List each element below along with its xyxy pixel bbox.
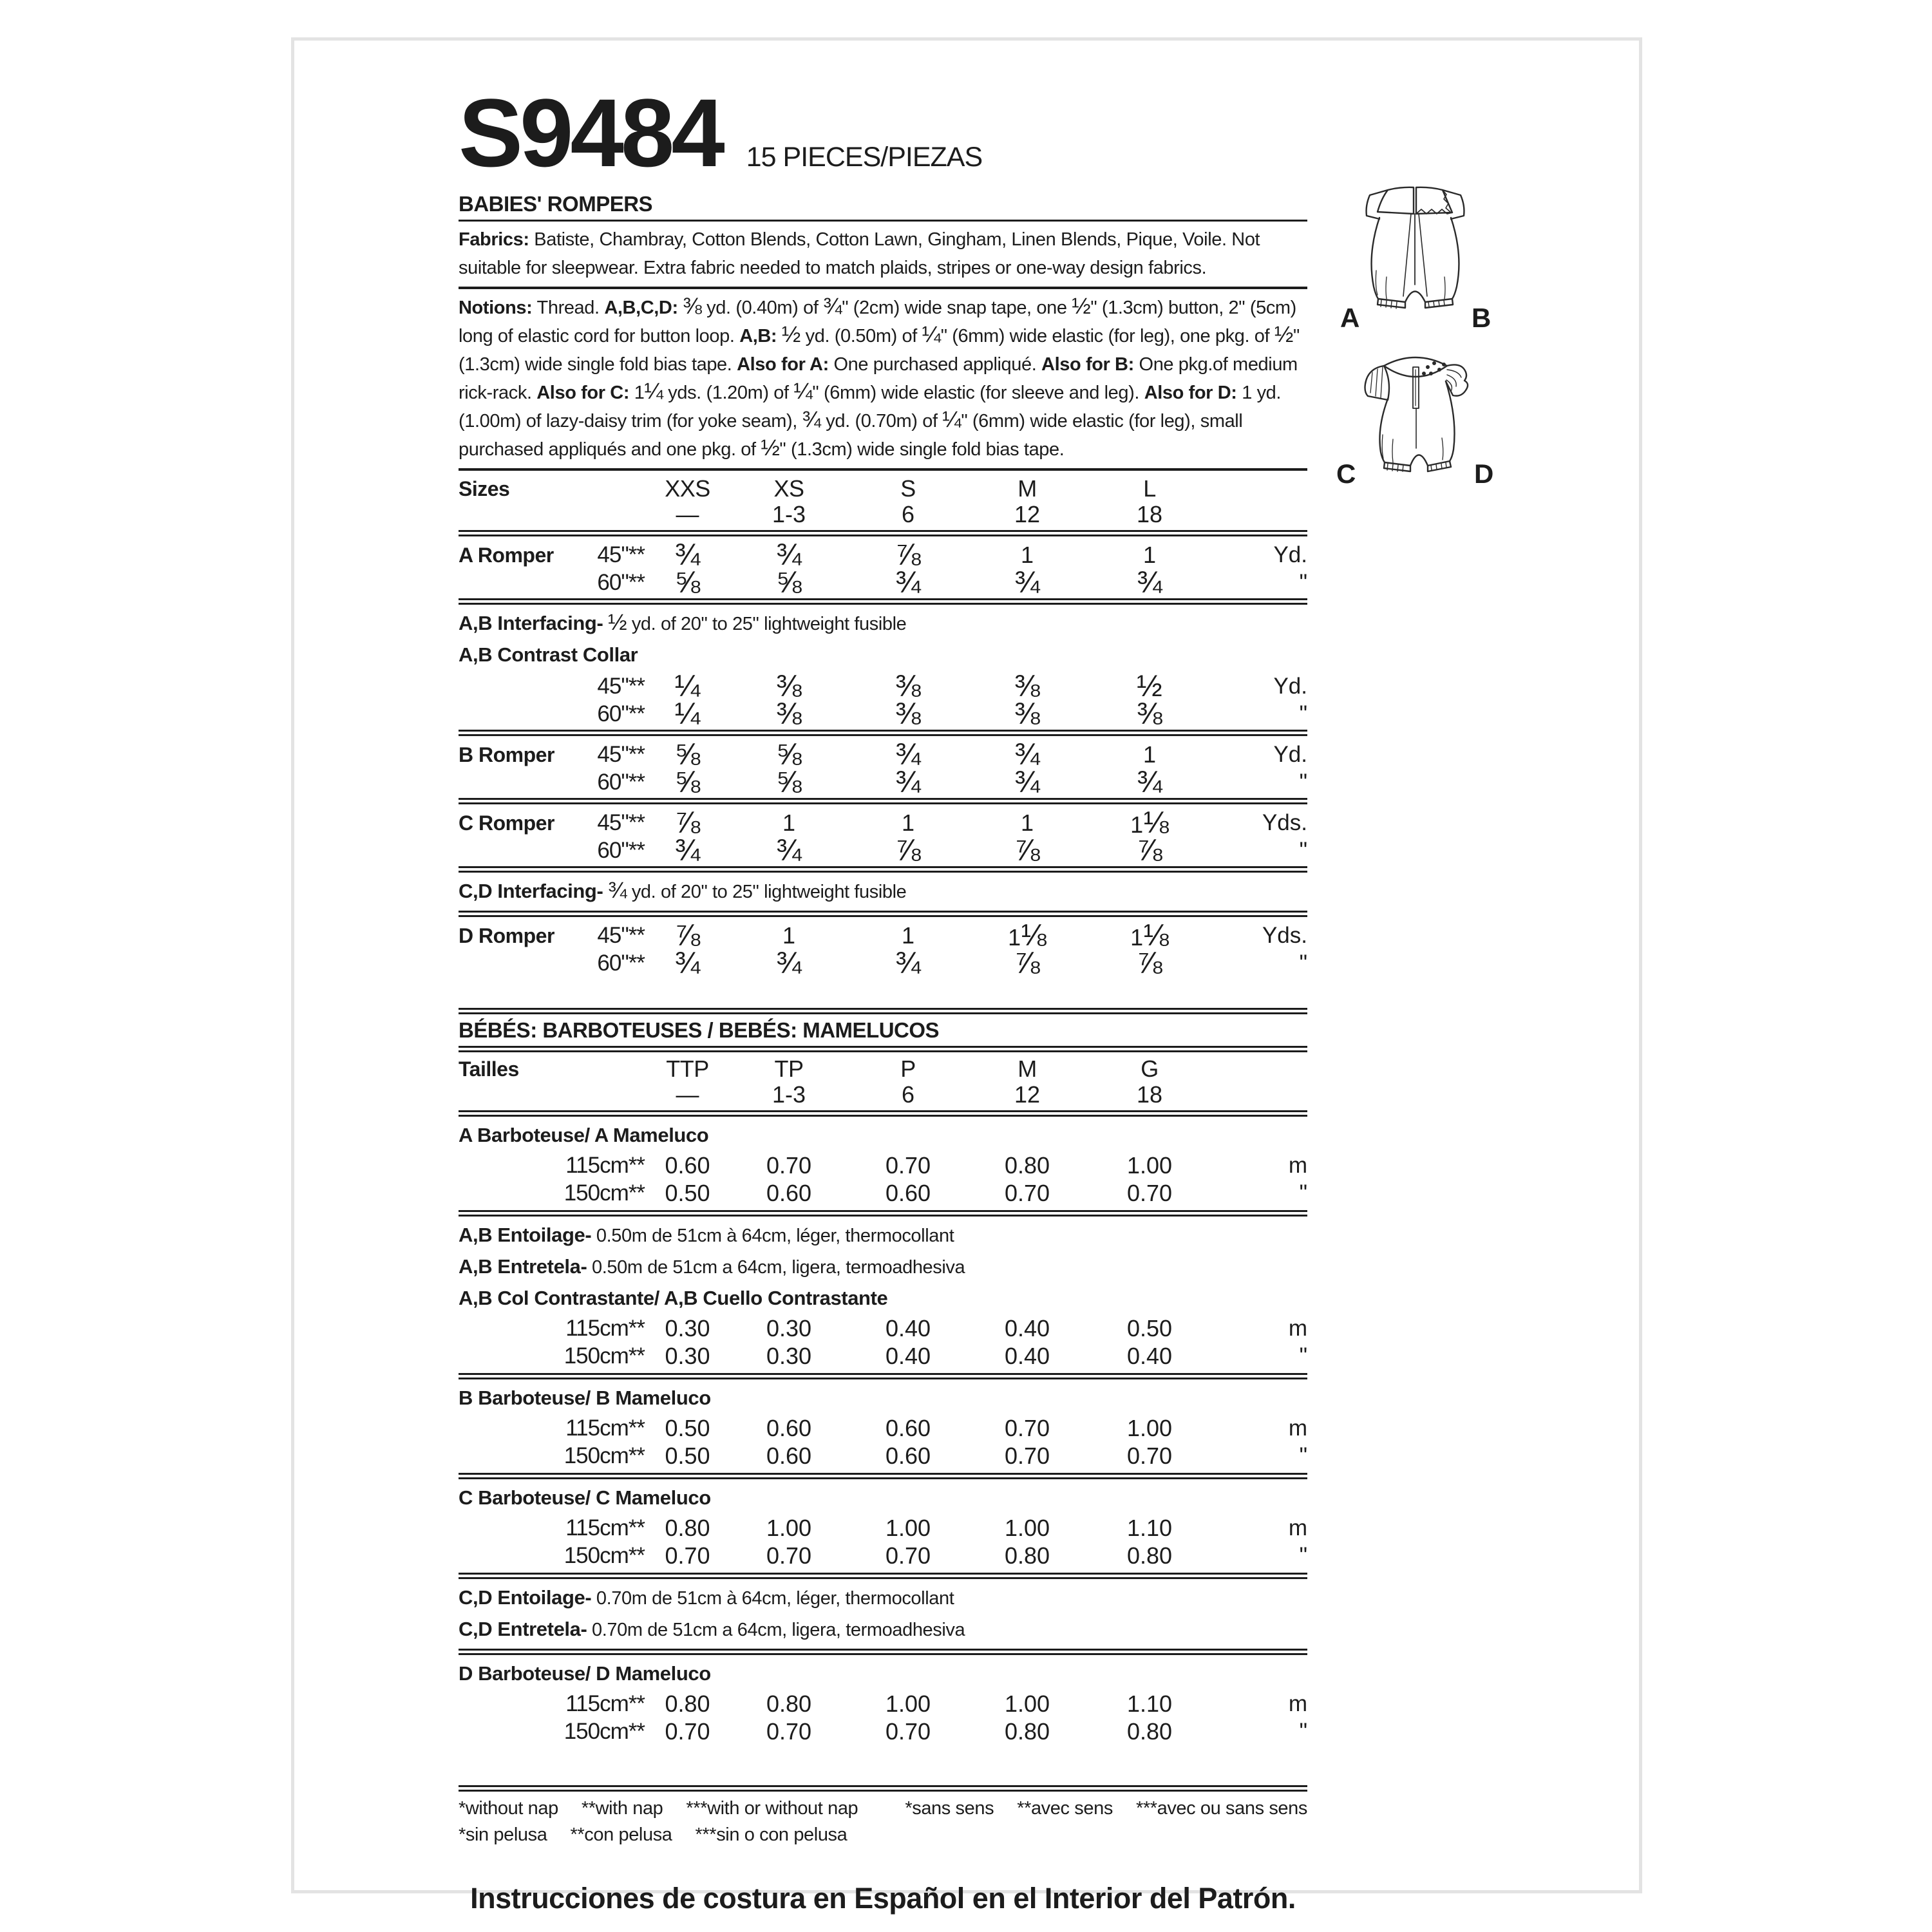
table-subheader-row: — 1-3 6 12 18 bbox=[676, 1081, 1163, 1108]
table-data-row: 45"** ¼ ⅜ ⅜ ⅜ ½ Yd. bbox=[597, 669, 1307, 703]
table-rule bbox=[459, 1473, 1307, 1479]
table-data-row: 60"** ¾ ¾ ¾ ⅞ ⅞ " bbox=[597, 946, 1307, 980]
table-note-row: A,B Entretela- 0.50m de 51cm a 64cm, ligera, termoadhesiva bbox=[459, 1255, 965, 1278]
table-note-row: B Barboteuse/ B Mameluco bbox=[459, 1387, 711, 1409]
table-data-row: 115cm** 0.60 0.70 0.70 0.80 1.00 m bbox=[565, 1151, 1307, 1179]
table-data-row: 150cm** 0.50 0.60 0.60 0.70 0.70 " bbox=[564, 1442, 1307, 1469]
table-subheader-row: — 1-3 6 12 18 bbox=[676, 501, 1163, 527]
table-note-row: A,B Entoilage- 0.50m de 51cm à 64cm, léger, thermocollant bbox=[459, 1224, 954, 1246]
view-a-label: A bbox=[1340, 303, 1360, 333]
yardage-table-french-spanish bbox=[459, 1056, 1307, 1745]
table-data-row: 150cm** 0.30 0.30 0.40 0.40 0.40 " bbox=[564, 1342, 1307, 1369]
footnotes-english bbox=[459, 1798, 858, 1819]
romper-cd-line-art bbox=[1349, 341, 1484, 483]
table-data-row: 60"** ¾ ¾ ⅞ ⅞ ⅞ " bbox=[597, 833, 1307, 867]
table-rule bbox=[459, 798, 1307, 804]
table-data-row: 60"** ⅝ ⅝ ¾ ¾ ¾ " bbox=[597, 765, 1307, 799]
yardage-table-english bbox=[459, 475, 1307, 980]
table-rule bbox=[459, 1373, 1307, 1379]
footnote: *sin pelusa bbox=[459, 1824, 547, 1845]
table-rule bbox=[459, 1210, 1307, 1217]
table-note-row: C,D Entretela- 0.70m de 51cm a 64cm, ligera, termoadhesiva bbox=[459, 1618, 965, 1640]
table-data-row: 150cm** 0.70 0.70 0.70 0.80 0.80 " bbox=[564, 1542, 1307, 1569]
footnotes-line-2 bbox=[459, 1824, 1307, 1846]
title-row bbox=[459, 79, 1307, 187]
footnotes-spanish bbox=[459, 1824, 847, 1846]
footnote: *sans sens bbox=[905, 1798, 994, 1819]
table-note-row: A,B Col Contrastante/ A,B Cuello Contrastante bbox=[459, 1287, 888, 1309]
divider bbox=[459, 1008, 1307, 1014]
garment-heading-fr-es: BÉBÉS: BARBOTEUSES / BEBÉS: MAMELUCOS bbox=[459, 1018, 940, 1042]
pieces-count: 15 PIECES/PIEZAS bbox=[746, 142, 983, 173]
table-note-row: A,B Contrast Collar bbox=[459, 643, 638, 666]
table-data-row: 150cm** 0.70 0.70 0.70 0.80 0.80 " bbox=[564, 1718, 1307, 1745]
table-data-row: 60"** ¼ ⅜ ⅜ ⅜ ⅜ " bbox=[597, 697, 1307, 731]
divider bbox=[459, 1046, 1307, 1052]
spanish-instructions-note: Instrucciones de costura en Español en el Interior del Patrón. bbox=[470, 1882, 1296, 1915]
table-header-row: Tailles TTP TP P M G bbox=[459, 1056, 1159, 1082]
table-rule bbox=[459, 1649, 1307, 1655]
table-note-row: A,B Interfacing- ½ yd. of 20" to 25" lightweight fusible bbox=[459, 610, 907, 635]
table-rule bbox=[459, 1573, 1307, 1579]
footnote: **with nap bbox=[581, 1798, 663, 1819]
pattern-number: S9484 bbox=[459, 79, 722, 187]
romper-ab-line-art bbox=[1349, 180, 1484, 312]
table-data-row: B Romper 45"** ⅝ ⅝ ¾ ¾ 1 Yd. bbox=[459, 737, 1307, 772]
table-data-row: 60"** ⅝ ⅝ ¾ ¾ ¾ " bbox=[597, 565, 1307, 600]
footnote: ***avec ou sans sens bbox=[1135, 1798, 1307, 1819]
table-rule bbox=[459, 530, 1307, 536]
table-data-row: C Romper 45"** ⅞ 1 1 1 1⅛ Yds. bbox=[459, 806, 1307, 840]
table-data-row: 115cm** 0.80 1.00 1.00 1.00 1.10 m bbox=[565, 1514, 1307, 1541]
table-data-row: D Romper 45"** ⅞ 1 1 1⅛ 1⅛ Yds. bbox=[459, 918, 1307, 952]
table-note-row: D Barboteuse/ D Mameluco bbox=[459, 1662, 711, 1685]
table-note-row: C Barboteuse/ C Mameluco bbox=[459, 1486, 711, 1509]
fabrics-paragraph: Fabrics: Batiste, Chambray, Cotton Blends, Cotton Lawn, Gingham, Linen Blends, Pique, Voile. Not suitable for sleepwear. Extra fabric needed to match plaids, stripes or one-way design fabrics. bbox=[459, 229, 1260, 278]
footnotes-french bbox=[905, 1798, 1307, 1819]
table-note-row: C,D Entoilage- 0.70m de 51cm à 64cm, léger, thermocollant bbox=[459, 1586, 954, 1609]
table-note-row: A Barboteuse/ A Mameluco bbox=[459, 1124, 709, 1146]
divider bbox=[459, 468, 1307, 471]
notions-paragraph: Notions: Thread. A,B,C,D: ⅜ yd. (0.40m) of ¾" (2cm) wide snap tape, one ½" (1.3cm) button, 2" (5cm) long of elastic cord for button loop. A,B: ½ yd. (0.50m) of ¼" (6mm) wide elastic (for leg), one pkg. of ½" (1.3cm) wide single fold bias tape. Also for A: One purchased appliqué. Also for B: One pkg.of medium rick-rack. Also for C: 1¼ yds. (1.20m) of ¼" (6mm) wide elastic (for sleeve and leg). Also for D: 1 yd. (1.00m) of lazy-daisy trim (for yoke seam), ¾ yd. (0.70m) of ¼" (6mm) wide elastic (for leg), small purchased appliqués and one pkg. of ½" (1.3cm) wide single fold bias tape. bbox=[459, 294, 1300, 460]
view-c-label: C bbox=[1336, 459, 1356, 489]
table-data-row: 115cm** 0.50 0.60 0.60 0.70 1.00 m bbox=[565, 1414, 1307, 1441]
divider bbox=[459, 287, 1307, 289]
table-rule bbox=[459, 730, 1307, 736]
divider bbox=[459, 1785, 1307, 1792]
view-d-label: D bbox=[1474, 459, 1494, 489]
footnote: *without nap bbox=[459, 1798, 558, 1819]
footnote: ***sin o con pelusa bbox=[695, 1824, 848, 1845]
envelope-back-content bbox=[459, 81, 1307, 1915]
table-data-row: 150cm** 0.50 0.60 0.60 0.70 0.70 " bbox=[564, 1179, 1307, 1206]
divider bbox=[459, 220, 1307, 222]
garment-heading: BABIES' ROMPERS bbox=[459, 192, 653, 216]
table-rule bbox=[459, 598, 1307, 605]
table-data-row: A Romper 45"** ¾ ¾ ⅞ 1 1 Yd. bbox=[459, 538, 1307, 572]
table-note-row: C,D Interfacing- ¾ yd. of 20" to 25" lightweight fusible bbox=[459, 878, 907, 903]
table-rule bbox=[459, 911, 1307, 917]
table-data-row: 115cm** 0.80 0.80 1.00 1.00 1.10 m bbox=[565, 1690, 1307, 1717]
footnote: ***with or without nap bbox=[686, 1798, 858, 1819]
garment-illustrations bbox=[1323, 175, 1510, 523]
footnotes-line-1 bbox=[459, 1798, 1307, 1819]
table-rule bbox=[459, 1110, 1307, 1117]
view-b-label: B bbox=[1472, 303, 1492, 333]
table-rule bbox=[459, 866, 1307, 873]
table-data-row: 115cm** 0.30 0.30 0.40 0.40 0.50 m bbox=[565, 1314, 1307, 1341]
table-header-row: Sizes XXS XS S M L bbox=[459, 475, 1156, 502]
footnote: **avec sens bbox=[1017, 1798, 1113, 1819]
footnote: **con pelusa bbox=[570, 1824, 672, 1845]
